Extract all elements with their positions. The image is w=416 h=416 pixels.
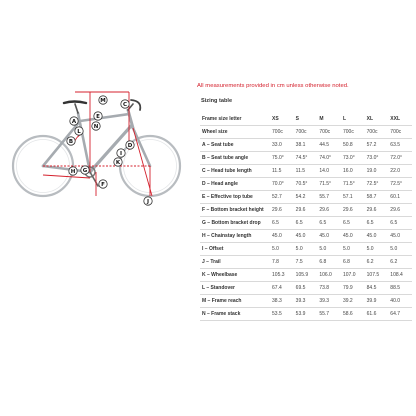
table-row [200,152,412,165]
table-cell: 58.6 [342,311,353,318]
row-label: Wheel size [202,129,228,135]
table-cell: 29.6 [342,207,353,214]
table-cell: 72.5° [366,181,379,188]
row-label: J – Trail [202,259,221,266]
table-cell: 14.0 [319,168,330,175]
table-cell: 57.1 [342,194,353,201]
svg-text:J: J [146,199,150,205]
table-cell: 39.9 [366,298,377,305]
svg-text:K: K [115,160,121,166]
table-cell: 45.0 [366,233,377,240]
table-cell: 105.3 [272,272,285,279]
column-header-label: Frame size letter [202,116,242,122]
column-header-size: M [319,116,324,122]
table-cell: 71.5° [342,181,355,188]
table-cell: 107.5 [366,272,380,279]
svg-text:H: H [70,169,76,175]
table-cell: 5.0 [342,246,350,253]
table-cell: 29.6 [295,207,306,214]
table-cell: 74.5° [295,155,308,162]
table-cell: 105.9 [295,272,309,279]
table-cell: 29.6 [390,207,401,214]
table-cell: 6.2 [366,259,374,266]
table-row [200,191,412,204]
row-label: B – Seat tube angle [202,155,249,162]
table-row [200,217,412,230]
table-cell: 64.7 [390,311,401,318]
label-d [126,141,134,149]
table-cell: 74.0° [319,155,332,162]
column-header-size: S [295,116,300,122]
table-cell: 60.1 [390,194,401,201]
table-cell: 58.7 [366,194,377,201]
table-cell: 53.9 [295,311,306,318]
label-m [99,96,107,104]
column-header-size: XL [366,116,374,122]
table-cell: 61.6 [366,311,377,318]
table-cell: 39.3 [295,298,306,305]
table-header-row [200,113,412,126]
svg-text:F: F [101,182,105,188]
table-cell: 52.7 [272,194,282,201]
row-label: G – Bottom bracket drop [202,220,261,227]
table-cell: 5.0 [390,246,398,253]
table-cell: 73.0° [366,155,379,162]
label-e [94,112,102,120]
table-cell: 33.0 [272,142,282,149]
table-cell: 55.7 [319,311,330,318]
row-label: K – Wheelbase [202,272,238,279]
svg-text:I: I [119,151,123,157]
table-row [200,165,412,178]
label-c [121,100,129,108]
row-label: H – Chainstay length [202,233,252,240]
table-cell: 5.0 [295,246,303,253]
table-cell: 11.5 [295,168,306,175]
label-g [81,166,89,174]
table-cell: 16.0 [342,168,353,175]
table-cell: 5.0 [366,246,374,253]
table-cell: 45.0 [390,233,401,240]
table-cell: 69.5 [295,285,306,292]
table-cell: 38.1 [295,142,306,149]
table-cell: 108.4 [390,272,403,279]
row-label: D – Head angle [202,181,238,188]
label-k [114,158,122,166]
table-cell: 55.7 [319,194,330,201]
table-cell: 19.0 [366,168,377,175]
table-cell: 67.4 [272,285,282,292]
table-cell: 700c [319,129,331,135]
table-cell: 7.8 [272,259,279,266]
table-cell: 45.0 [295,233,306,240]
table-cell: 57.2 [366,142,377,149]
table-cell: 45.0 [272,233,282,240]
table-cell: 6.8 [319,259,327,266]
label-b [67,137,75,145]
sizing-table [200,113,412,321]
table-row [200,243,412,256]
row-label: L – Standover [202,285,235,292]
table-row [200,282,412,295]
svg-text:A: A [71,119,77,125]
svg-text:L: L [77,129,81,135]
table-cell: 39.2 [342,298,353,305]
table-row [200,204,412,217]
table-cell: 700c [295,129,307,135]
table-cell: 700c [390,129,402,135]
table-cell: 29.6 [272,207,282,214]
table-row [200,308,412,321]
svg-text:D: D [127,143,133,149]
table-cell: 45.0 [342,233,353,240]
label-h [69,167,77,175]
table-cell: 22.0 [390,168,401,175]
table-cell: 6.5 [319,220,327,227]
column-header-size: XS [272,116,279,122]
table-row [200,139,412,152]
row-label: M – Frame reach [202,298,242,305]
table-row [200,256,412,269]
table-cell: 6.5 [272,220,279,227]
table-cell: 72.0° [390,155,403,162]
table-cell: 53.5 [272,311,282,318]
table-cell: 73.8 [319,285,330,292]
table-body [200,126,412,321]
svg-text:N: N [93,124,99,130]
table-cell: 6.5 [366,220,374,227]
table-cell: 5.0 [272,246,279,253]
table-cell: 6.5 [295,220,303,227]
table-cell: 6.8 [342,259,350,266]
table-cell: 70.5° [295,181,308,188]
table-cell: 106.0 [319,272,332,279]
label-i [117,149,125,157]
label-j [144,197,152,205]
table-cell: 79.9 [342,285,353,292]
column-header-size: L [342,116,347,122]
table-cell: 700c [366,129,378,135]
row-label: F – Bottom bracket height [202,207,264,214]
row-label: A – Seat tube [202,142,234,149]
table-row [200,295,412,308]
label-l [75,127,83,135]
table-title: Sizing table [201,98,233,104]
table-row [200,178,412,191]
row-label: E – Effective top tube [202,194,253,201]
table-cell: 73.0° [342,155,355,162]
table-cell: 700c [342,129,354,135]
table-cell: 88.5 [390,285,401,292]
table-cell: 6.5 [342,220,350,227]
table-cell: 70.0° [272,181,284,188]
svg-text:B: B [68,139,74,145]
table-cell: 45.0 [319,233,330,240]
table-row [200,230,412,243]
table-cell: 50.8 [342,142,353,149]
table-cell: 107.0 [342,272,356,279]
table-cell: 6.2 [390,259,398,266]
svg-text:G: G [82,168,88,174]
row-label: N – Frame stack [202,311,241,318]
table-cell: 72.5° [390,181,403,188]
table-cell: 6.5 [390,220,398,227]
svg-text:E: E [96,114,100,120]
table-cell: 39.3 [319,298,330,305]
column-header-size: XXL [390,116,401,122]
table-row [200,269,412,282]
table-cell: 29.6 [319,207,330,214]
table-row [200,126,412,139]
table-cell: 63.5 [390,142,401,149]
table-cell: 84.5 [366,285,377,292]
bike-geometry-diagram [0,0,200,416]
table-cell: 40.0 [390,298,401,305]
units-note: All measurements provided in cm unless otherwise noted. [197,83,349,89]
table-cell: 700c [272,129,283,135]
label-n [92,122,100,130]
svg-text:C: C [122,102,128,108]
table-cell: 38.3 [272,298,282,305]
table-cell: 44.5 [319,142,330,149]
table-cell: 75.0° [272,155,284,162]
label-f [99,180,107,188]
svg-text:M: M [100,98,106,104]
label-a [70,117,78,125]
table-cell: 5.0 [319,246,327,253]
table-cell: 54.2 [295,194,306,201]
row-label: I – Offset [202,246,224,253]
table-cell: 7.5 [295,259,303,266]
table-cell: 11.5 [272,168,282,175]
row-label: C – Head tube length [202,168,252,175]
table-cell: 29.6 [366,207,377,214]
table-cell: 71.5° [319,181,332,188]
